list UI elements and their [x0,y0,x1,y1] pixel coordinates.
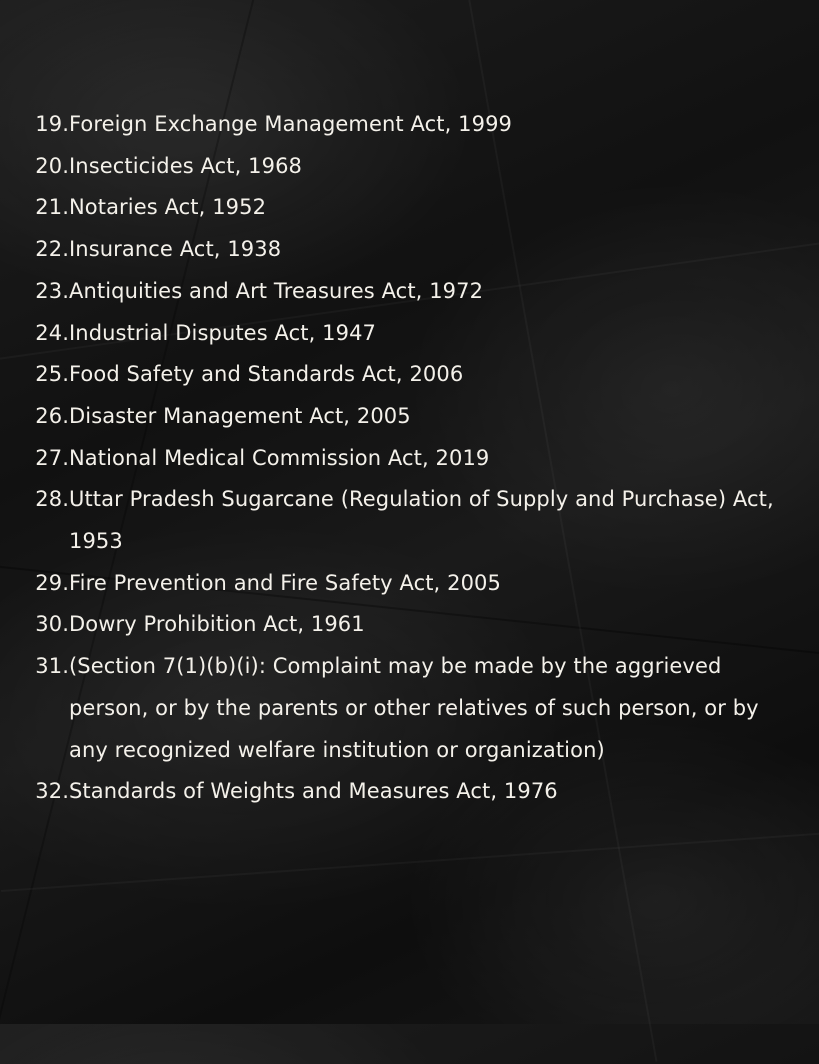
list-item-number: 20. [35,153,69,178]
list-item-number: 22. [35,237,69,262]
list-item [28,313,798,355]
list-item-text: Notaries Act, 1952 [69,195,267,220]
list-item-number: 23. [35,278,69,303]
list-item-number: 28. [35,487,69,512]
list-item-number: 24. [35,320,69,345]
list-item-text: Insurance Act, 1938 [69,237,282,262]
list-item [28,104,798,146]
list-item-text: Fire Prevention and Fire Safety Act, 2005 [69,570,501,595]
list-item [28,771,798,813]
list-item [28,354,798,396]
list-item-text: Uttar Pradesh Sugarcane (Regulation of Supply and Purchase) Act, 1953 [69,487,774,554]
list-item [28,229,798,271]
list-item-number: 31. [35,654,69,679]
list-item [28,187,798,229]
list-item-text: Disaster Management Act, 2005 [69,403,411,428]
list-item [28,563,798,605]
list-item-text: Insecticides Act, 1968 [69,153,302,178]
list-item-text: Food Safety and Standards Act, 2006 [69,362,464,387]
acts-list [28,104,798,813]
list-item-number: 27. [35,445,69,470]
list-item [28,396,798,438]
list-item [28,438,798,480]
list-item [28,271,798,313]
list-item [28,604,798,646]
list-item-number: 25. [35,362,69,387]
list-item-text: (Section 7(1)(b)(i): Complaint may be made by the aggrieved person, or by the parents or other relatives of such person, or by any recognized welfare institution or organization) [69,654,759,762]
list-item-number: 32. [35,779,69,804]
paper-crease [1,830,819,892]
list-item [28,146,798,188]
list-item-text: National Medical Commission Act, 2019 [69,445,490,470]
list-item-text: Foreign Exchange Management Act, 1999 [69,112,512,136]
list-item-number: 19. [35,112,69,136]
list-item-number: 26. [35,403,69,428]
list-item-number: 29. [35,570,69,595]
list-item-number: 30. [35,612,69,637]
list-item-text: Dowry Prohibition Act, 1961 [69,612,365,637]
list-item-text: Industrial Disputes Act, 1947 [69,320,376,345]
list-item [28,479,798,562]
list-item-text: Antiquities and Art Treasures Act, 1972 [69,278,484,303]
list-item-number: 21. [35,195,69,220]
list-item [28,646,798,771]
list-item-text: Standards of Weights and Measures Act, 1976 [69,779,558,804]
